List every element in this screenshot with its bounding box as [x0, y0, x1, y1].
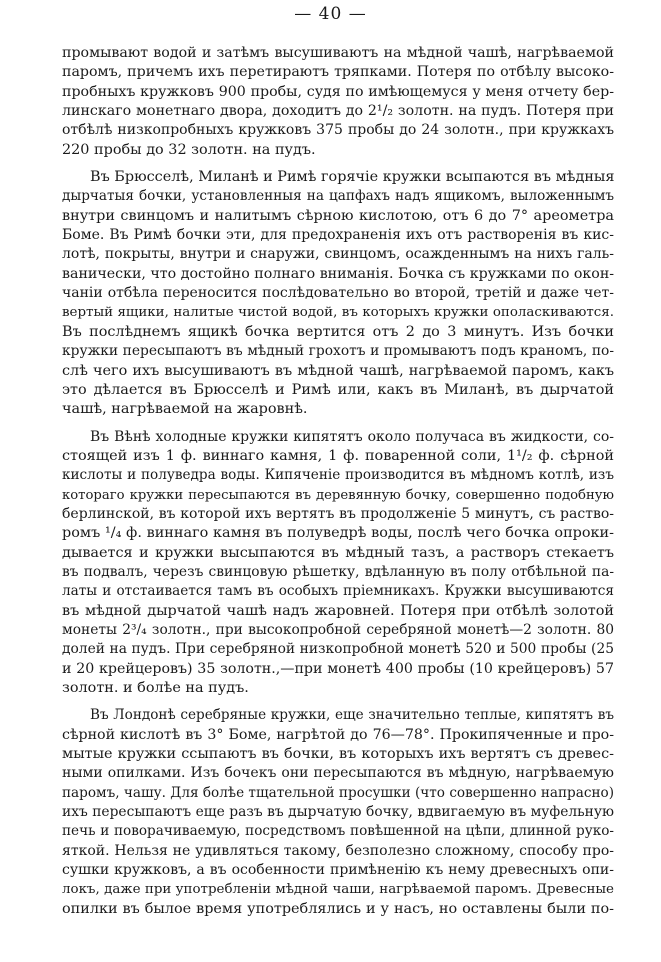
- paragraph-1: [62, 44, 614, 160]
- text-line: локъ, даже при употребленіи мѣдной чаши, нагрѣваемой паромъ. Древесные: [62, 882, 614, 898]
- text-line: ными опилками. Изъ бочекъ они пересыпаются въ мѣдную, нагрѣваемую: [62, 765, 614, 782]
- text-line: кислоты и полуведра воды. Кипяченіе производится въ мѣдномъ котлѣ, изъ: [62, 467, 614, 484]
- text-line: паромъ, причемъ ихъ перетираютъ тряпками. Потеря по отбѣлу высоко-: [62, 64, 614, 81]
- text-line: долей на пудъ. При серебряной низкопробной монетѣ 520 и 500 пробы (25: [62, 641, 614, 658]
- text-line: отбѣлѣ низкопробныхъ кружковъ 375 пробы до 24 золотн., при кружкахъ: [62, 122, 614, 139]
- text-line: дырчатыя бочки, установленныя на цапфахъ надъ ящикомъ, выложеннымъ: [62, 188, 614, 205]
- text-line: чашѣ, нагрѣваемой на жаровнѣ.: [62, 401, 308, 418]
- text-line: мытые кружки ссыпаютъ въ бочки, въ которыхъ ихъ вертятъ съ древес-: [62, 746, 614, 763]
- text-line: чаніи отбѣла переносится послѣдовательно во второй, третій и даже чет-: [62, 285, 614, 302]
- text-line: котораго кружки пересыпаются въ деревянную бочку, совершенно подобную: [62, 487, 614, 503]
- text-line: сѣрной кислотѣ въ 3° Боме, нагрѣтой до 76—78°. Прокипяченные и про-: [62, 726, 614, 743]
- page-number: — 40 —: [294, 4, 367, 24]
- text-line: вертый ящики, налитые чистой водой, въ которыхъ кружки ополаскиваются.: [62, 305, 614, 321]
- text-line: латы и отстаивается тамъ въ особыхъ пріемникахъ. Кружки высушиваются: [62, 583, 614, 600]
- text-line: Въ Лондонѣ серебряные кружки, еще значительно теплые, кипятятъ въ: [90, 707, 614, 724]
- text-line: пробныхъ кружковъ 900 пробы, судя по имѣющемуся у меня отчету бер-: [62, 83, 614, 100]
- text-line: внутри свинцомъ и налитымъ сѣрною кислотою, отъ 6 до 7° ареометра: [62, 207, 614, 224]
- text-line: сушки кружковъ, а въ особенности примѣненію къ нему древесныхъ опи-: [62, 862, 614, 879]
- text-line: въ мѣдной дырчатой чашѣ надъ жаровней. Потеря при отбѣлѣ золотой: [62, 602, 614, 619]
- paragraph-2: [62, 168, 614, 419]
- text-line: ихъ пересыпаютъ еще разъ въ дырчатую бочку, вдвигаемую въ муфельную: [62, 804, 614, 821]
- text-line: и 20 крейцеровъ) 35 золотн.,—при монетѣ 400 пробы (10 крейцеровъ) 57: [62, 660, 614, 677]
- text-line: печь и поворачиваемую, посредствомъ повѣшенной на цѣпи, длинной руко-: [62, 823, 614, 840]
- text-line: яткой. Нельзя не удивляться такому, безполезно сложному, способу про-: [62, 842, 614, 859]
- text-line: Въ Вѣнѣ холодные кружки кипятятъ около получаса въ жидкости, со-: [90, 428, 614, 445]
- text-line: кружки пересыпаютъ въ мѣдный грохотъ и промываютъ подъ краномъ, по-: [62, 343, 614, 360]
- text-line: берлинской, въ которой ихъ вертятъ въ продолженіе 5 минутъ, съ раство-: [62, 505, 614, 522]
- text-line: Въ послѣднемъ ящикѣ бочка вертится отъ 2 до 3 минутъ. Изъ бочки: [62, 323, 614, 340]
- text-line: ромъ ¹/₄ ф. виннаго камня въ полуведрѣ воды, послѣ чего бочка опроки-: [62, 525, 614, 542]
- paragraph-3: [62, 428, 614, 699]
- text-line: это дѣлается въ Брюсселѣ и Римѣ или, какъ въ Миланѣ, въ дырчатой: [62, 381, 614, 398]
- paragraph-4: [62, 706, 614, 919]
- text-line: стоящей изъ 1 ф. виннаго камня, 1 ф. поваренной соли, 1¹/₂ ф. сѣрной: [62, 447, 614, 464]
- text-line: Боме. Въ Римѣ бочки эти, для предохраненія ихъ отъ растворенія въ кис-: [62, 227, 614, 244]
- text-line: въ подвалъ, черезъ свинцовую рѣшетку, вдѣланную въ полу отбѣльной па-: [62, 563, 614, 580]
- text-body: [62, 44, 614, 919]
- text-line: 220 пробы до 32 золотн. на пудъ.: [62, 141, 316, 158]
- text-line: дывается и кружки высыпаются въ мѣдный тазъ, а растворъ стекаетъ: [62, 544, 614, 561]
- text-line: опилки въ былое время употреблялись и у насъ, но оставлены были по-: [62, 900, 614, 917]
- text-line: золотн. и болѣе на пудъ.: [62, 680, 249, 696]
- text-line: лотѣ, покрыты, внутри и снаружи, свинцомъ, осажденнымъ на нихъ галь-: [62, 246, 614, 263]
- text-line: Въ Брюсселѣ, Миланѣ и Римѣ горячіе кружки всыпаются въ мѣдныя: [90, 169, 614, 186]
- text-line: линскаго монетнаго двора, доходитъ до 2¹/₂ золотн. на пудъ. Потеря при: [62, 103, 614, 120]
- text-line: ванически, что достойно полнаго вниманія. Бочка съ кружками по окон-: [62, 265, 614, 282]
- text-line: слѣ чего ихъ высушиваютъ въ мѣдной чашѣ, нагрѣваемой паромъ, какъ: [62, 362, 614, 379]
- text-line: монеты 2³/₄ золотн., при высокопробной серебряной монетѣ—2 золотн. 80: [62, 621, 614, 638]
- text-line: промывают водой и затѣмъ высушиваютъ на мѣдной чашѣ, нагрѣваемой: [62, 45, 614, 61]
- text-line: паромъ, чашу. Для болѣе тщательной просушки (что совершенно напрасно): [62, 784, 614, 801]
